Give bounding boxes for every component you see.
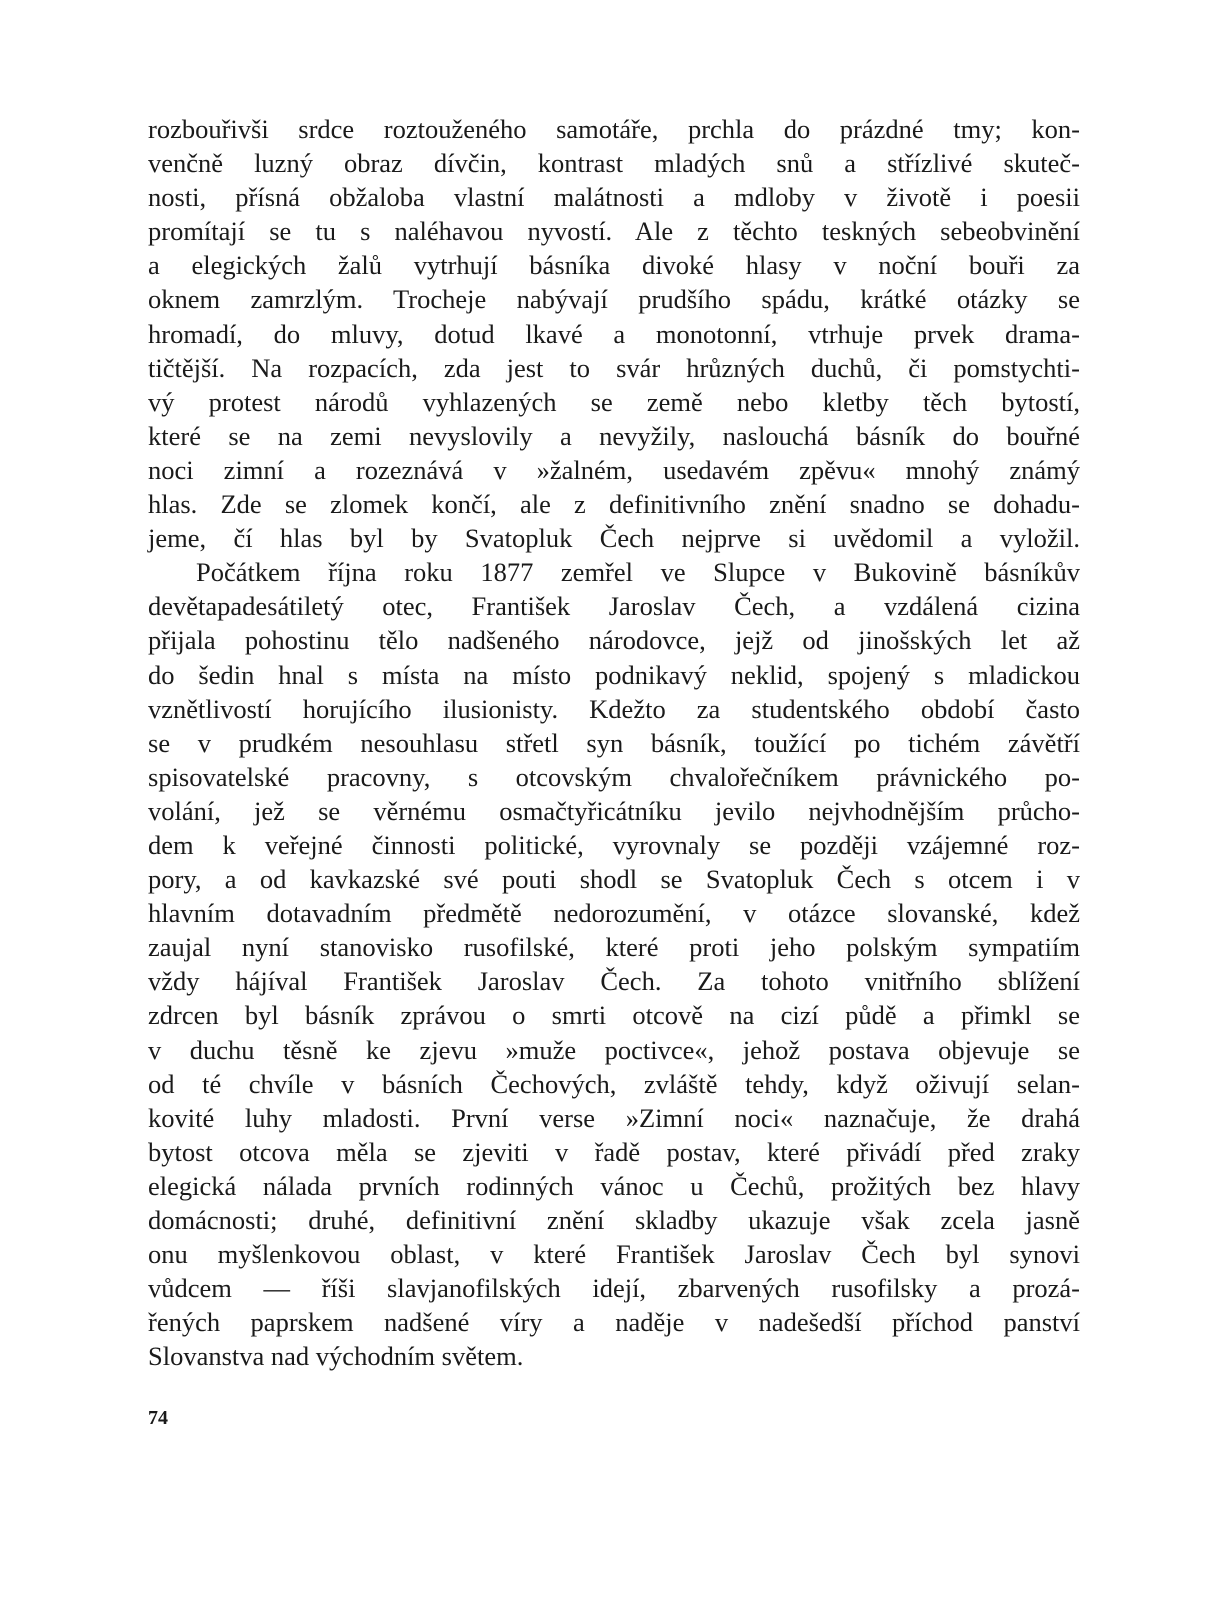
text-line: oknem zamrzlým. Trocheje nabývají prudšího spádu, krátké otázky se [148, 284, 1080, 315]
text-line: od té chvíle v básních Čechových, zvláště tehdy, když oživují selan- [148, 1068, 1080, 1099]
text-line: volání, jež se věrnému osmačtyřicátníku jevilo nejvhodnějším průcho- [148, 795, 1080, 826]
paragraph-2 [148, 555, 1080, 1373]
text-line: pory, a od kavkazské své pouti shodl se Svatopluk Čech s otcem i v [148, 864, 1080, 895]
text-line: řených paprskem nadšené víry a naděje v nadešedší příchod panství [148, 1307, 1080, 1338]
text-line: onu myšlenkovou oblast, v které František Jaroslav Čech byl synovi [148, 1239, 1080, 1270]
text-line: promítají se tu s naléhavou nyvostí. Ale z těchto teskných sebeobvinění [148, 216, 1080, 247]
text-line: hlas. Zde se zlomek končí, ale z definitivního znění snadno se dohadu- [148, 489, 1080, 520]
text-line: přijala pohostinu tělo nadšeného národovce, jejž od jinošských let až [148, 625, 1080, 656]
text-line: devětapadesátiletý otec, František Jaroslav Čech, a vzdálená cizina [148, 591, 1080, 622]
text-line: vždy hájíval František Jaroslav Čech. Za tohoto vnitřního sblížení [148, 966, 1080, 997]
text-line: vůdcem — říši slavjanofilských idejí, zbarvených rusofilsky a prozá- [148, 1273, 1080, 1304]
text-line: vý protest národů vyhlazených se země nebo kletby těch bytostí, [148, 386, 1080, 417]
text-line: vznětlivostí horujícího ilusionisty. Kdežto za studentského období často [148, 693, 1080, 724]
text-line: rozbouřivši srdce roztouženého samotáře, prchla do prázdné tmy; kon- [148, 114, 1080, 144]
text-line: nosti, přísná obžaloba vlastní malátnosti a mdloby v životě i poesii [148, 182, 1080, 213]
text-line: v duchu těsně ke zjevu »muže poctivce«, jehož postava objevuje se [148, 1034, 1080, 1065]
text-line: zdrcen byl básník zprávou o smrti otcově na cizí půdě a přimkl se [148, 1000, 1080, 1031]
text-line: kovité luhy mladosti. První verse »Zimní noci« naznačuje, že drahá [148, 1102, 1080, 1133]
body-text [148, 112, 1080, 1373]
text-line: hlavním dotavadním předmětě nedorozumění, v otázce slovanské, kdež [148, 898, 1080, 929]
text-line: Slovanstva nad východním světem. [148, 1341, 524, 1372]
text-line: venčně luzný obraz dívčin, kontrast mladých snů a střízlivé skuteč- [148, 148, 1080, 179]
text-line: zaujal nyní stanovisko rusofilské, které proti jeho polským sympatiím [148, 932, 1080, 963]
text-line: bytost otcova měla se zjeviti v řadě postav, které přivádí před zraky [148, 1136, 1080, 1167]
text-line: do šedin hnal s místa na místo podnikavý neklid, spojený s mladickou [148, 659, 1080, 690]
text-line: spisovatelské pracovny, s otcovským chvalořečníkem právnického po- [148, 761, 1080, 792]
text-line: tičtější. Na rozpacích, zda jest to svár hrůzných duchů, či pomstychti- [148, 352, 1080, 383]
text-line: jeme, čí hlas byl by Svatopluk Čech nejprve si uvědomil a vyložil. [148, 523, 1080, 554]
text-line: noci zimní a rozeznává v »žalném, usedavém zpěvu« mnohý známý [148, 454, 1080, 485]
text-line: domácnosti; druhé, definitivní znění skladby ukazuje však zcela jasně [148, 1205, 1080, 1235]
text-line: dem k veřejné činnosti politické, vyrovnaly se později vzájemné roz- [148, 829, 1080, 860]
text-line: elegická nálada prvních rodinných vánoc u Čechů, prožitých bez hlavy [148, 1170, 1080, 1201]
text-line: které se na zemi nevyslovily a nevyžily, naslouchá básník do bouřné [148, 420, 1080, 451]
paragraph-1 [148, 112, 1080, 555]
text-line: se v prudkém nesouhlasu střetl syn básník, toužící po tichém závětří [148, 727, 1080, 758]
text-line: Počátkem října roku 1877 zemřel ve Slupce v Bukovině básníkův [196, 557, 1080, 588]
text-line: a elegických žalů vytrhují básníka divoké hlasy v noční bouři za [148, 250, 1080, 281]
page-number: 74 [148, 1407, 168, 1429]
text-line: hromadí, do mluvy, dotud lkavé a monotonní, vtrhuje prvek drama- [148, 318, 1080, 349]
